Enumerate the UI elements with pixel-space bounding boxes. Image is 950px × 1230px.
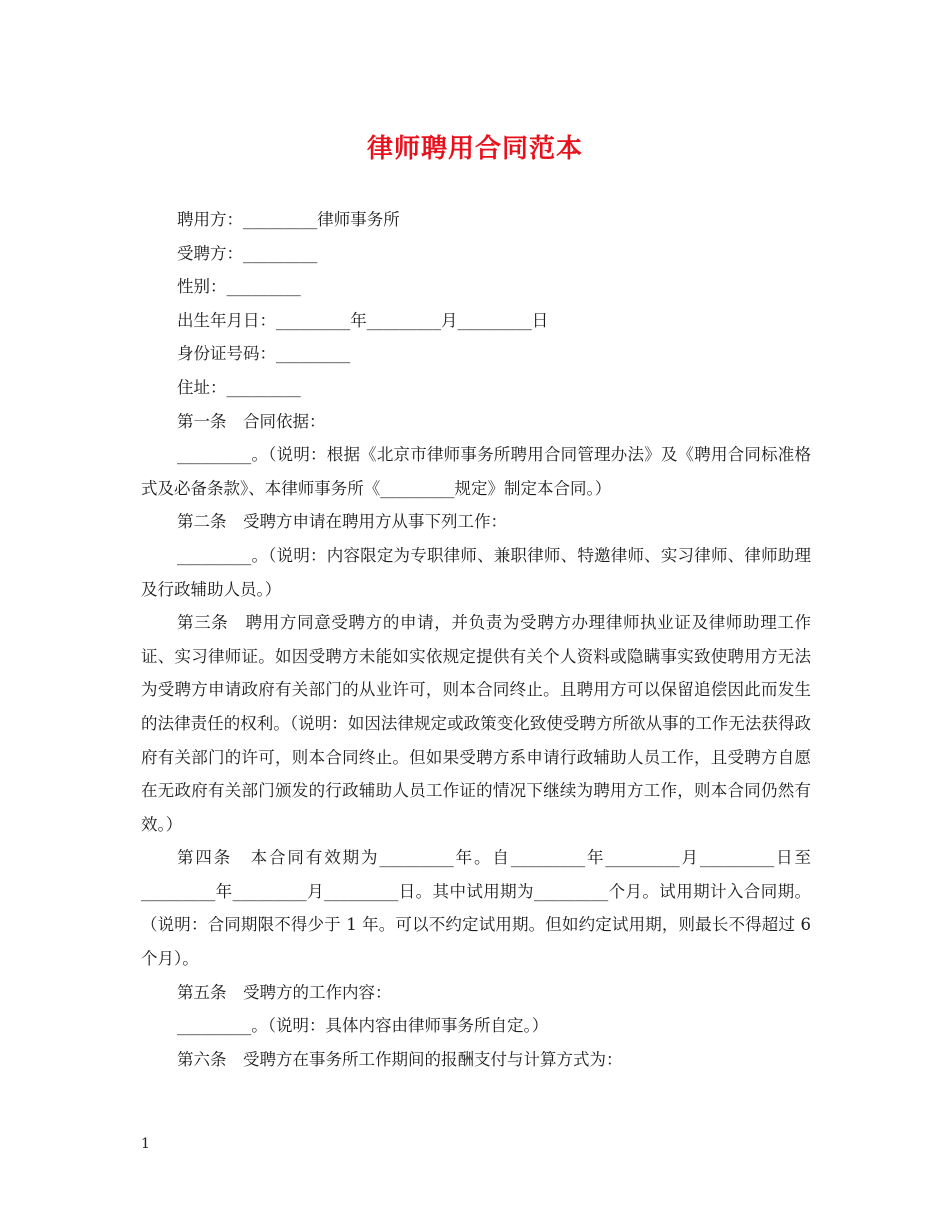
field-employer: 聘用方：_________律师事务所 bbox=[177, 210, 400, 229]
document-title: 律师聘用合同范本 bbox=[366, 134, 583, 164]
field-address: 住址：_________ bbox=[177, 377, 301, 397]
clause-1-body: _________。（说明：根据《北京市律师事务所聘用合同管理办法》及《聘用合同标准格式及必备条款》、本律师事务所《_________规定》制定本合同。） bbox=[141, 445, 811, 498]
field-birth-date: 出生年月日：_________年_________月_________日 bbox=[177, 310, 549, 330]
clause-2-heading: 第二条 受聘方申请在聘用方从事下列工作： bbox=[177, 512, 507, 532]
page-number: 1 bbox=[141, 1136, 150, 1152]
clause-1-heading: 第一条 合同依据： bbox=[177, 411, 326, 431]
clause-2-body: _________。（说明：内容限定为专职律师、兼职律师、特邀律师、实习律师、律师助理及行政辅助人员。） bbox=[141, 545, 811, 599]
clause-4: 第四条 本合同有效期为_________年。自_________年_________月_________日至_________年_________月_________日。其中试用期为_________个月。试用期计入合同期。（说明：合同期限不得少于 1 年。可以不约定试用期。但如约定试用期，则最长不得超过 6 个月）。 bbox=[141, 848, 811, 969]
field-id-number: 身份证号码：_________ bbox=[177, 344, 351, 364]
clause-6-heading: 第六条 受聘方在事务所工作期间的报酬支付与计算方式为： bbox=[177, 1049, 623, 1069]
document-body bbox=[141, 203, 811, 1076]
clause-5-heading: 第五条 受聘方的工作内容： bbox=[177, 982, 392, 1002]
field-employee: 受聘方：_________ bbox=[177, 243, 318, 263]
field-gender: 性别：_________ bbox=[177, 277, 301, 297]
clause-5-body: _________。（说明：具体内容由律师事务所自定。） bbox=[177, 1016, 549, 1036]
clause-3: 第三条 聘用方同意受聘方的申请，并负责为受聘方办理律师执业证及律师助理工作证、实习律师证。如因受聘方未能如实依规定提供有关个人资料或隐瞒事实致使聘用方无法为受聘方申请政府有关部门的从业许可，则本合同终止。且聘用方可以保留追偿因此而发生的法律责任的权利。（说明：如因法律规定或政策变化致使受聘方所欲从事的工作无法获得政府有关部门的许可，则本合同终止。但如果受聘方系申请行政辅助人员工作，且受聘方自愿在无政府有关部门颁发的行政辅助人员工作证的情况下继续为聘用方工作，则本合同仍然有效。） bbox=[141, 613, 811, 834]
